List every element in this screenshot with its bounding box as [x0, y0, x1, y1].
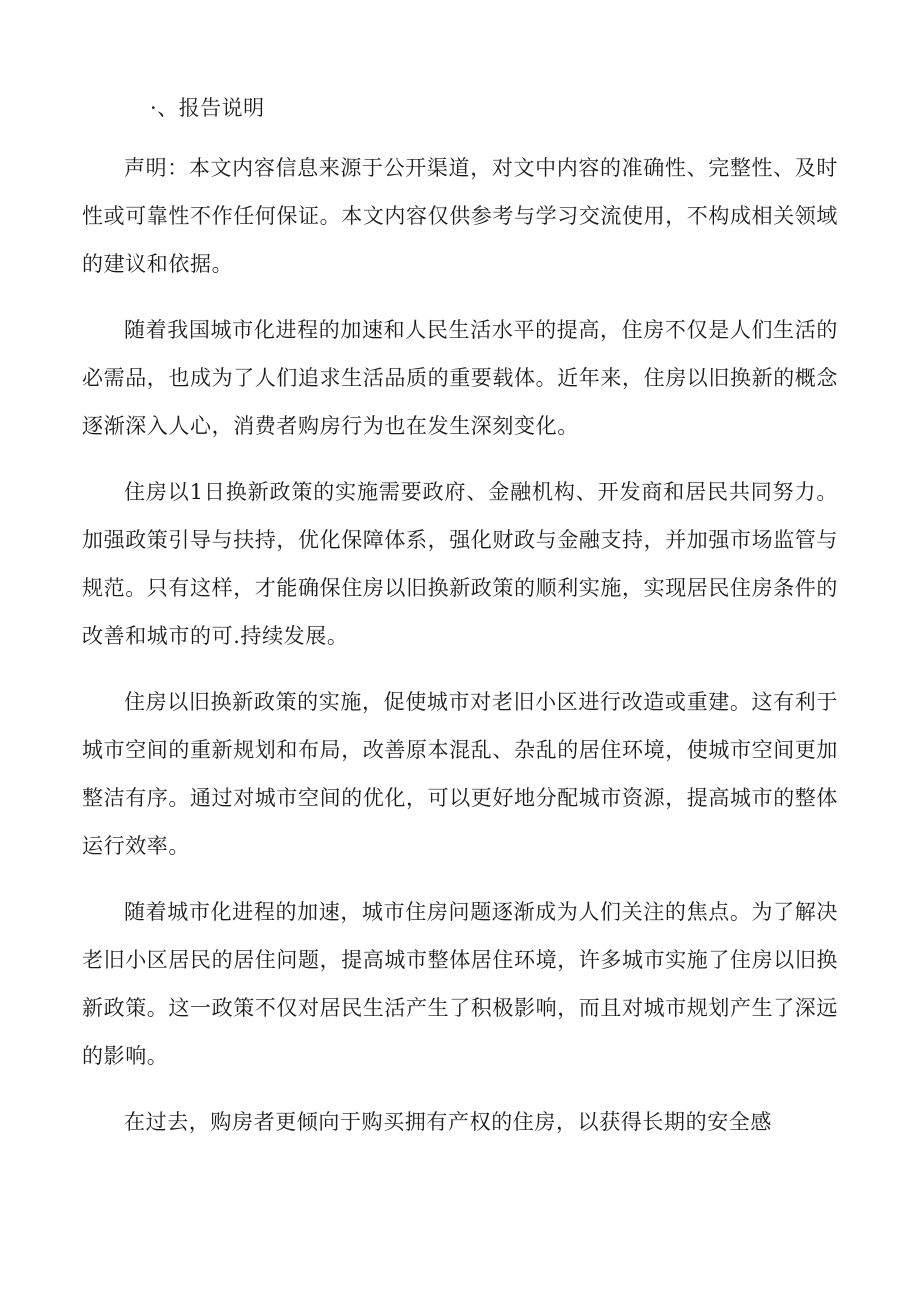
- paragraph-disclaimer: 声明：本文内容信息来源于公开渠道，对文中内容的准确性、完整性、及时性或可靠性不作任何保证。本文内容仅供参考与学习交流使用，不构成相关领域的建议和依据。: [82, 156, 838, 276]
- body-text: [82, 144, 838, 1164]
- section-heading: ·、报告说明: [150, 96, 265, 120]
- paragraph: 住房以1日换新政策的实施需要政府、金融机构、开发商和居民共同努力。加强政策引导与扶持，优化保障体系，强化财政与金融支持，并加强市场监管与规范。只有这样，才能确保住房以旧换新政策的顺利实施，实现居民住房条件的改善和城市的可.持续发展。: [82, 480, 838, 648]
- paragraph: 住房以旧换新政策的实施，促使城市对老旧小区进行改造或重建。这有利于城市空间的重新规划和布局，改善原本混乱、杂乱的居住环境，使城市空间更加整洁有序。通过对城市空间的优化，可以更好地分配城市资源，提高城市的整体运行效率。: [82, 690, 838, 858]
- paragraph: 随着我国城市化进程的加速和人民生活水平的提高，住房不仅是人们生活的必需品，也成为了人们追求生活品质的重要载体。近年来，住房以旧换新的概念逐渐深入人心，消费者购房行为也在发生深刻变化。: [82, 318, 838, 438]
- paragraph: 在过去，购房者更倾向于购买拥有产权的住房，以获得长期的安全感: [124, 1110, 772, 1134]
- paragraph: 随着城市化进程的加速，城市住房问题逐渐成为人们关注的焦点。为了解决老旧小区居民的居住问题，提高城市整体居住环境，许多城市实施了住房以旧换新政策。这一政策不仅对居民生活产生了积极影响，而且对城市规划产生了深远的影响。: [82, 900, 838, 1068]
